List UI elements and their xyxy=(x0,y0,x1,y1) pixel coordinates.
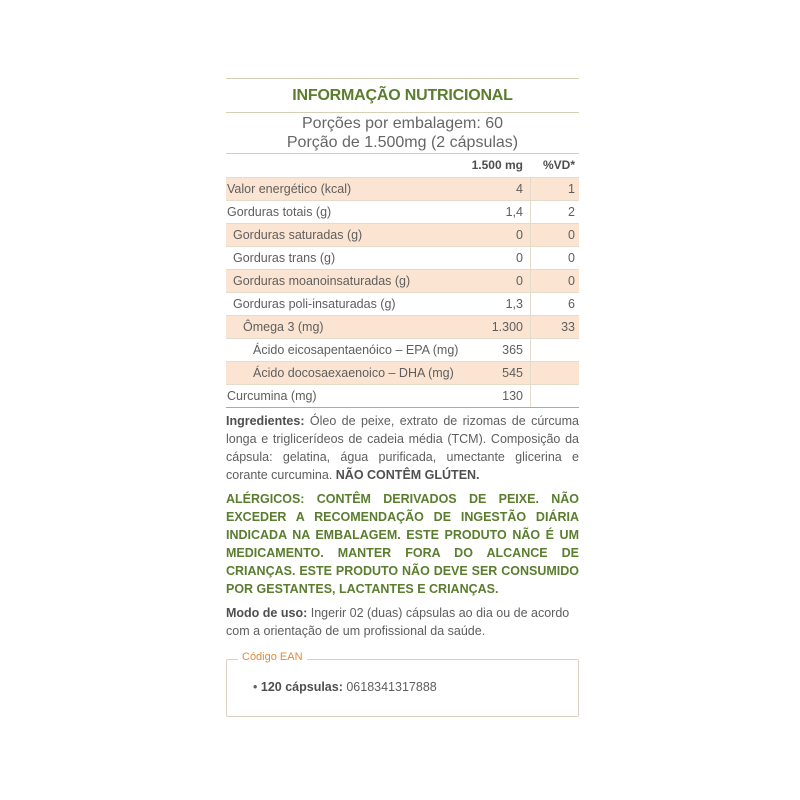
nutrient-dv: 2 xyxy=(530,201,579,223)
usage-instructions xyxy=(226,598,579,640)
nutrient-name: Gorduras moanoinsaturadas (g) xyxy=(233,274,411,288)
nutrient-amount: 0 xyxy=(516,228,523,242)
table-row xyxy=(226,338,579,361)
serving-size: Porção de 1.500mg (2 cápsulas) xyxy=(286,134,519,151)
table-row xyxy=(226,384,579,407)
table-row xyxy=(226,315,579,338)
nutrient-amount: 0 xyxy=(516,274,523,288)
nutrient-name: Curcumina (mg) xyxy=(227,389,317,403)
nutrient-name: Valor energético (kcal) xyxy=(227,182,352,196)
table-row xyxy=(226,292,579,315)
nutrient-dv xyxy=(530,385,579,407)
nutrient-amount: 1,3 xyxy=(505,297,523,311)
nutrient-amount: 545 xyxy=(502,366,523,380)
nutrient-dv: 0 xyxy=(530,270,579,292)
nutrient-amount: 1,4 xyxy=(505,205,523,219)
nutrient-amount: 365 xyxy=(502,343,523,357)
table-row xyxy=(226,223,579,246)
nutrient-dv: 1 xyxy=(530,178,579,200)
ean-entry xyxy=(253,680,437,694)
label-title: INFORMAÇÃO NUTRICIONAL xyxy=(292,87,513,104)
nutrient-name: Gorduras saturadas (g) xyxy=(233,228,363,242)
allergen-warning: ALÉRGICOS: CONTÊM DERIVADOS DE PEIXE. NÃO EXCEDER A RECOMENDAÇÃO DE INGESTÃO DIÁRIA INDICADA NA EMBALAGEM. ESTE PRODUTO NÃO É UM MEDICAMENTO. MANTER FORA DO ALCANCE DE CRIANÇAS. ESTE PRODUTO NÃO DEVE SER CONSUMIDO POR GESTANTES, LACTANTES E CRIANÇAS. xyxy=(226,492,579,596)
usage-label: Modo de uso: xyxy=(226,606,308,620)
ean-code: 0618341317888 xyxy=(342,680,437,694)
ean-label: 120 cápsulas: xyxy=(260,680,343,694)
nutrient-dv xyxy=(530,362,579,384)
nutrient-name: Ácido docosaexaenoico – DHA (mg) xyxy=(253,366,454,380)
nutrient-name: Gorduras trans (g) xyxy=(233,251,336,265)
nutrient-amount: 130 xyxy=(502,389,523,403)
nutrient-name: Ácido eicosapentaenóico – EPA (mg) xyxy=(253,343,459,357)
nutrition-label xyxy=(226,78,579,640)
usage-body: Ingerir 02 (duas) cápsulas ao dia ou de acordo com a orientação de um profissional da saúde. xyxy=(226,606,570,638)
table-row xyxy=(226,177,579,200)
nutrient-amount: 4 xyxy=(516,182,523,196)
nutrient-dv: 6 xyxy=(530,293,579,315)
nutrition-table xyxy=(226,154,579,408)
nutrient-dv xyxy=(530,339,579,361)
nutrient-amount: 1.300 xyxy=(491,320,523,334)
table-row xyxy=(226,246,579,269)
gluten-notice: NÃO CONTÊM GLÚTEN. xyxy=(335,468,480,482)
nutrient-amount: 0 xyxy=(516,251,523,265)
nutrient-dv: 0 xyxy=(530,247,579,269)
serving-info xyxy=(226,113,579,153)
nutrient-name: Ômega 3 (mg) xyxy=(243,320,324,334)
ingredients-body: Óleo de peixe, extrato de rizomas de cúrcuma longa e triglicerídeos de cadeia média (TCM). Composição da cápsula: gelatina, água purificada, umectante glicerina e corante curcumina. xyxy=(226,414,579,482)
table-row xyxy=(226,269,579,292)
nutrient-dv: 33 xyxy=(530,316,579,338)
table-row xyxy=(226,361,579,384)
nutrient-name: Gorduras poli-insaturadas (g) xyxy=(233,297,396,311)
ean-legend: Código EAN xyxy=(238,651,307,663)
bullet-icon: • xyxy=(253,680,258,694)
ean-box xyxy=(226,651,579,717)
amount-header: 1.500 mg xyxy=(471,158,523,172)
servings-per-package: Porções por embalagem: 60 xyxy=(302,115,503,132)
nutrient-name: Gorduras totais (g) xyxy=(227,205,332,219)
ingredients-text xyxy=(226,408,579,484)
nutrient-dv: 0 xyxy=(530,224,579,246)
ingredients-label: Ingredientes: xyxy=(226,414,305,428)
table-row xyxy=(226,200,579,223)
dv-header: %VD* xyxy=(542,158,575,172)
table-header xyxy=(226,154,579,177)
